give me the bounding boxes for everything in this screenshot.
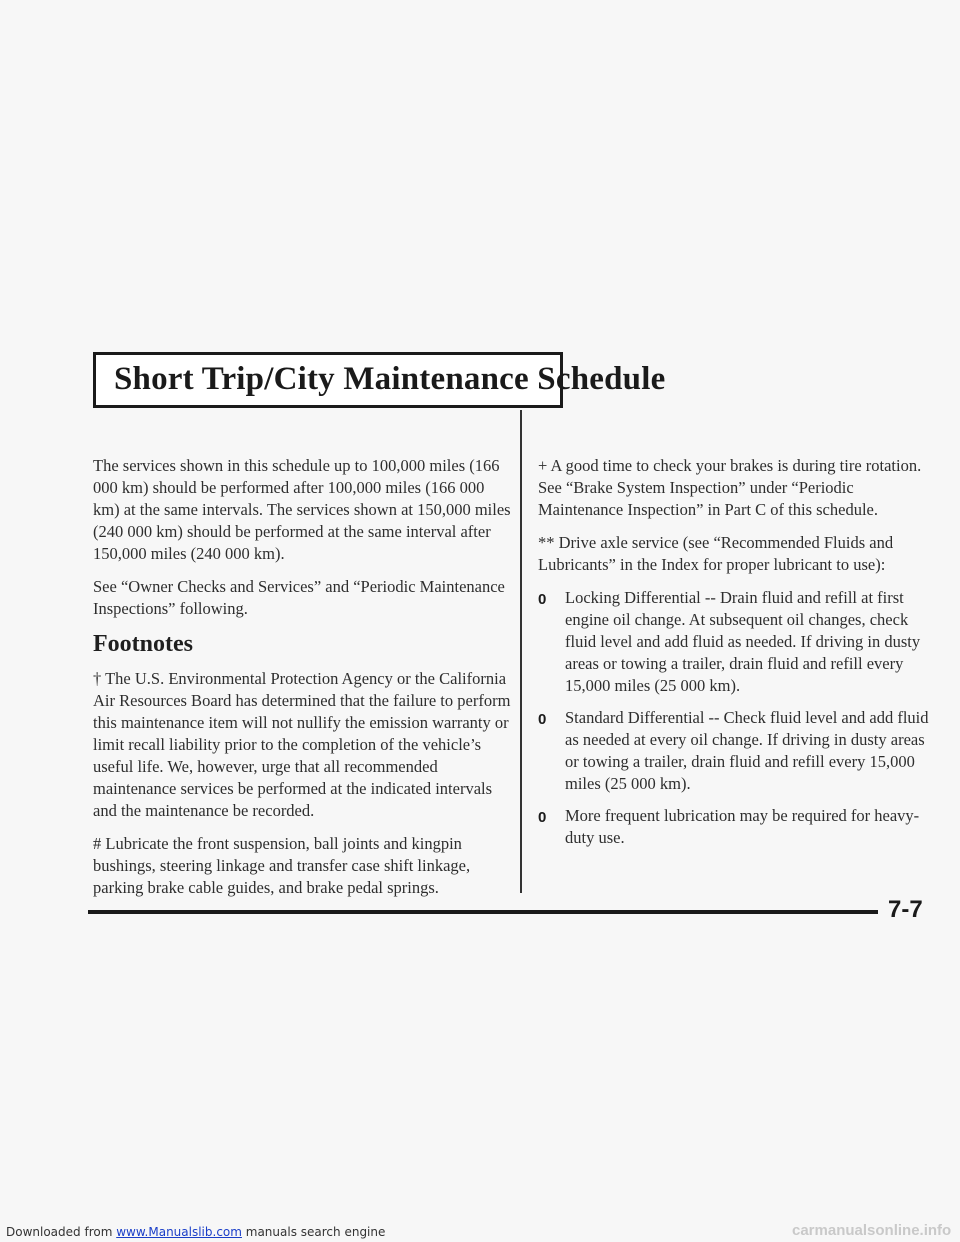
banner-suffix: manuals search engine [241,1225,386,1239]
right-column [538,455,934,859]
see-also-paragraph: See “Owner Checks and Services” and “Periodic Maintenance Inspections” following. [93,577,505,618]
footnote-hash: # Lubricate the front suspension, ball joints and kingpin bushings, steering linkage and transfer case shift linkage, parking brake cable guides, and brake pedal springs. [93,834,471,897]
bullet-marker: 0 [538,591,547,608]
list-item-text: Locking Differential -- Drain fluid and refill at first engine oil change. At subsequent oil changes, check fluid level and add fluid as needed. If driving in dusty areas or towing a trailer, drain fluid and refill every 15,000 miles (25 000 km). [565,588,921,695]
site-watermark: carmanualsonline.info [792,1222,952,1239]
section-title-box [93,352,666,408]
bullet-marker: 0 [538,809,547,826]
list-item [538,707,934,795]
manualslib-link[interactable]: www.Manualslib.com [116,1225,242,1239]
page-title: Short Trip/City Maintenance Schedule [114,361,666,397]
banner-prefix: Downloaded from [6,1225,117,1239]
bullet-marker: 0 [538,711,547,728]
download-banner [6,1225,385,1239]
list-item [538,805,934,849]
footer-rule [88,910,878,914]
footnotes-heading: Footnotes [93,631,193,657]
list-item-text: More frequent lubrication may be required for heavy-duty use. [565,806,920,847]
left-column [93,455,511,910]
drive-axle-list [538,587,934,849]
footnote-plus: + A good time to check your brakes is during tire rotation. See “Brake System Inspection” under “Periodic Maintenance Inspection” in Part C of this schedule. [538,456,922,519]
list-item [538,587,934,697]
footnote-double-star: ** Drive axle service (see “Recommended Fluids and Lubricants” in the Index for proper lubricant to use): [538,533,894,574]
page-number: 7-7 [888,896,923,923]
column-divider [520,410,522,893]
list-item-text: Standard Differential -- Check fluid level and add fluid as needed at every oil change. If driving in dusty areas or towing a trailer, drain fluid and refill every 15,000 miles (25 000 km). [565,708,929,793]
intro-paragraph: The services shown in this schedule up to 100,000 miles (166 000 km) should be performed after 100,000 miles (166 000 km) at the same intervals. The services shown at 150,000 miles (240 000 km) should be performed at the same interval after 150,000 miles (240 000 km). [93,456,511,563]
footnote-dagger: † The U.S. Environmental Protection Agency or the California Air Resources Board has determined that the failure to perform this maintenance item will not nullify the emission warranty or limit recall liability prior to the completion of the vehicle’s useful life. We, however, urge that all recommended maintenance services be performed at the indicated intervals and the maintenance be recorded. [93,669,511,820]
